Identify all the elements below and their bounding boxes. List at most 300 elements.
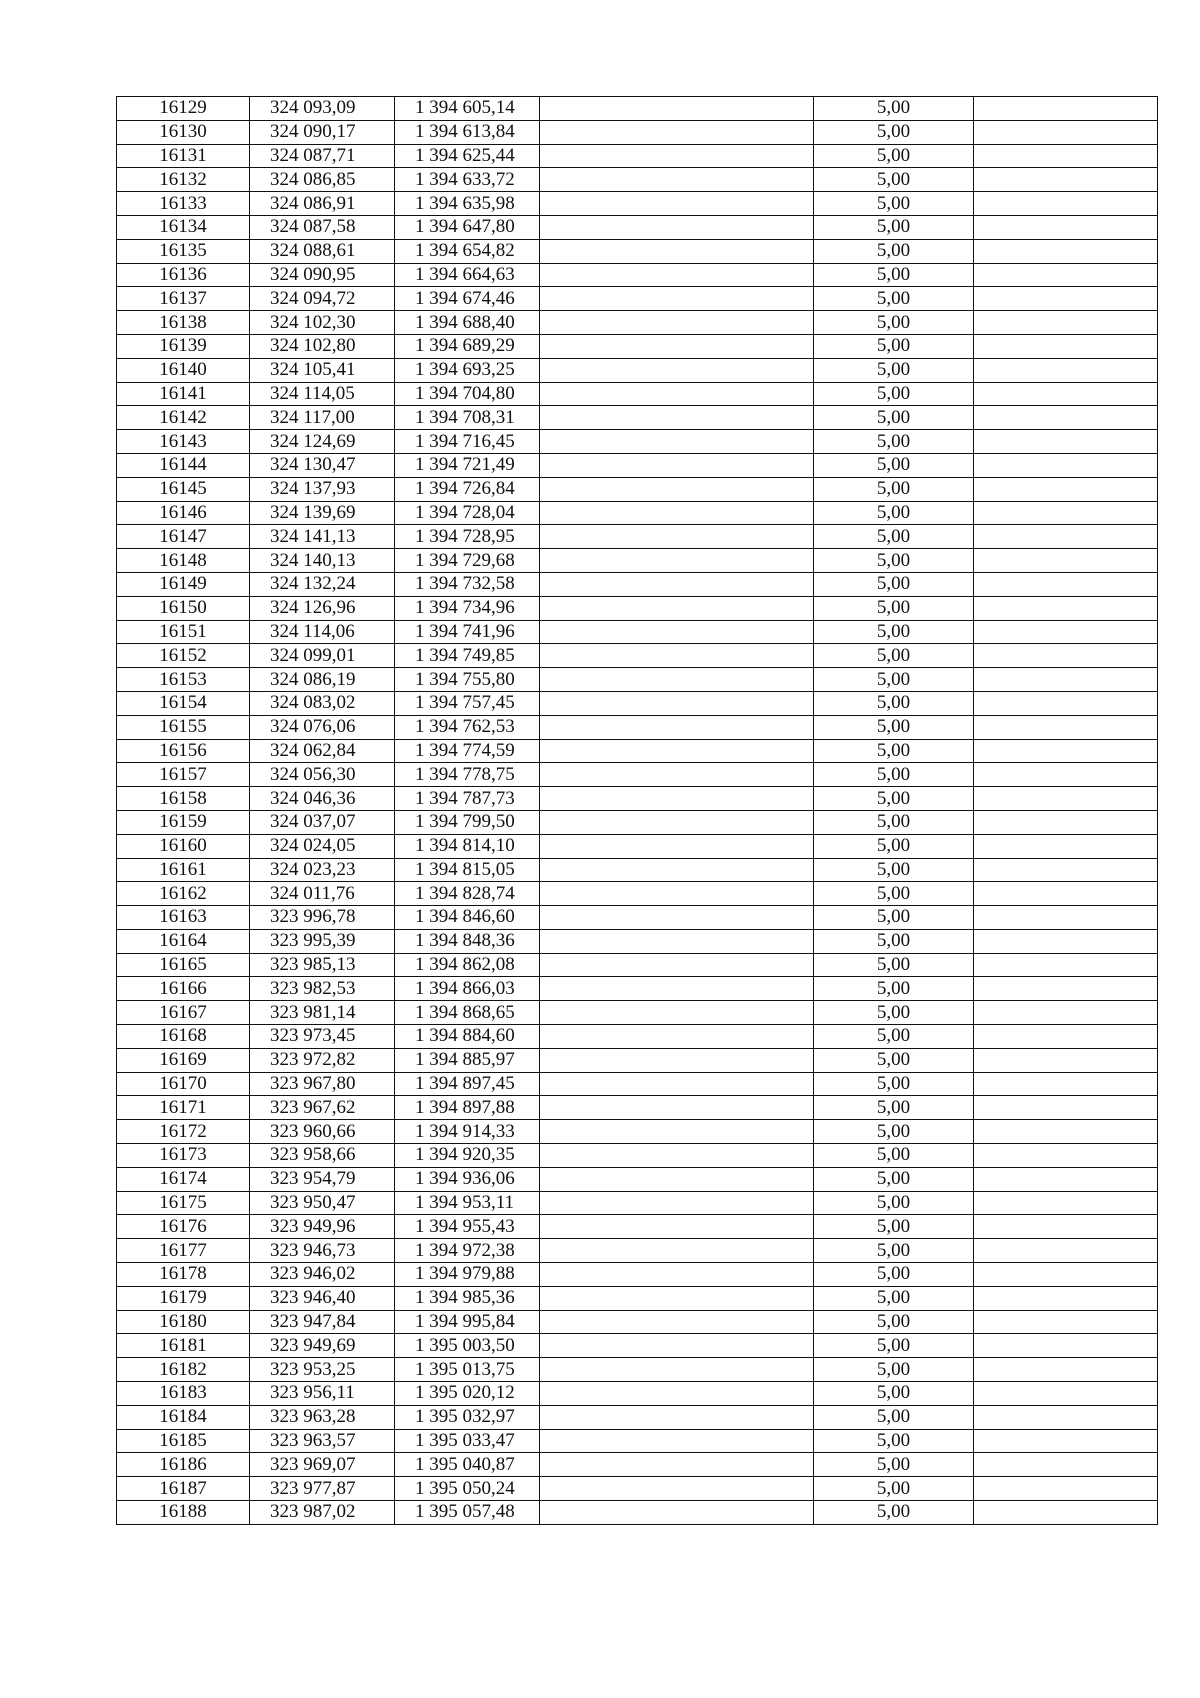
empty-cell bbox=[974, 1215, 1158, 1239]
point-number-cell: 16147 bbox=[117, 525, 250, 549]
empty-cell bbox=[540, 1453, 814, 1477]
table-row bbox=[117, 1405, 1158, 1429]
table-row bbox=[117, 1286, 1158, 1310]
x-coordinate-cell: 323 973,45 bbox=[250, 1025, 395, 1049]
point-number-cell: 16165 bbox=[117, 953, 250, 977]
value-cell: 5,00 bbox=[814, 739, 974, 763]
value-cell: 5,00 bbox=[814, 1382, 974, 1406]
point-number-cell: 16139 bbox=[117, 334, 250, 358]
y-coordinate-cell: 1 394 799,50 bbox=[395, 810, 540, 834]
table-row bbox=[117, 168, 1158, 192]
empty-cell bbox=[540, 1120, 814, 1144]
empty-cell bbox=[540, 572, 814, 596]
y-coordinate-cell: 1 394 716,45 bbox=[395, 430, 540, 454]
y-coordinate-cell: 1 394 920,35 bbox=[395, 1144, 540, 1168]
point-number-cell: 16132 bbox=[117, 168, 250, 192]
empty-cell bbox=[974, 1382, 1158, 1406]
x-coordinate-cell: 323 963,28 bbox=[250, 1405, 395, 1429]
empty-cell bbox=[540, 644, 814, 668]
table-row bbox=[117, 477, 1158, 501]
y-coordinate-cell: 1 394 647,80 bbox=[395, 215, 540, 239]
point-number-cell: 16172 bbox=[117, 1120, 250, 1144]
value-cell: 5,00 bbox=[814, 1477, 974, 1501]
empty-cell bbox=[540, 215, 814, 239]
y-coordinate-cell: 1 394 741,96 bbox=[395, 620, 540, 644]
x-coordinate-cell: 324 056,30 bbox=[250, 763, 395, 787]
table-row bbox=[117, 906, 1158, 930]
y-coordinate-cell: 1 394 728,95 bbox=[395, 525, 540, 549]
empty-cell bbox=[974, 977, 1158, 1001]
empty-cell bbox=[540, 1048, 814, 1072]
y-coordinate-cell: 1 394 732,58 bbox=[395, 572, 540, 596]
empty-cell bbox=[974, 596, 1158, 620]
empty-cell bbox=[974, 287, 1158, 311]
empty-cell bbox=[540, 763, 814, 787]
empty-cell bbox=[540, 1263, 814, 1287]
empty-cell bbox=[974, 525, 1158, 549]
empty-cell bbox=[540, 1239, 814, 1263]
value-cell: 5,00 bbox=[814, 1167, 974, 1191]
value-cell: 5,00 bbox=[814, 1405, 974, 1429]
table-row bbox=[117, 1382, 1158, 1406]
y-coordinate-cell: 1 394 688,40 bbox=[395, 311, 540, 335]
empty-cell bbox=[974, 1477, 1158, 1501]
table-row bbox=[117, 834, 1158, 858]
empty-cell bbox=[540, 406, 814, 430]
point-number-cell: 16184 bbox=[117, 1405, 250, 1429]
y-coordinate-cell: 1 394 693,25 bbox=[395, 358, 540, 382]
table-row bbox=[117, 453, 1158, 477]
table-row bbox=[117, 596, 1158, 620]
empty-cell bbox=[540, 739, 814, 763]
empty-cell bbox=[540, 620, 814, 644]
value-cell: 5,00 bbox=[814, 287, 974, 311]
point-number-cell: 16164 bbox=[117, 929, 250, 953]
y-coordinate-cell: 1 394 633,72 bbox=[395, 168, 540, 192]
empty-cell bbox=[974, 1239, 1158, 1263]
table-row bbox=[117, 215, 1158, 239]
y-coordinate-cell: 1 395 003,50 bbox=[395, 1334, 540, 1358]
empty-cell bbox=[974, 1453, 1158, 1477]
point-number-cell: 16135 bbox=[117, 239, 250, 263]
y-coordinate-cell: 1 395 032,97 bbox=[395, 1405, 540, 1429]
value-cell: 5,00 bbox=[814, 215, 974, 239]
x-coordinate-cell: 324 140,13 bbox=[250, 549, 395, 573]
value-cell: 5,00 bbox=[814, 1120, 974, 1144]
x-coordinate-cell: 323 969,07 bbox=[250, 1453, 395, 1477]
x-coordinate-cell: 324 093,09 bbox=[250, 97, 395, 121]
empty-cell bbox=[974, 739, 1158, 763]
table-row bbox=[117, 1001, 1158, 1025]
x-coordinate-cell: 324 046,36 bbox=[250, 787, 395, 811]
value-cell: 5,00 bbox=[814, 1239, 974, 1263]
value-cell: 5,00 bbox=[814, 1429, 974, 1453]
point-number-cell: 16182 bbox=[117, 1358, 250, 1382]
empty-cell bbox=[540, 1405, 814, 1429]
y-coordinate-cell: 1 394 664,63 bbox=[395, 263, 540, 287]
x-coordinate-cell: 323 956,11 bbox=[250, 1382, 395, 1406]
empty-cell bbox=[974, 477, 1158, 501]
point-number-cell: 16185 bbox=[117, 1429, 250, 1453]
value-cell: 5,00 bbox=[814, 1096, 974, 1120]
point-number-cell: 16180 bbox=[117, 1310, 250, 1334]
value-cell: 5,00 bbox=[814, 1048, 974, 1072]
empty-cell bbox=[974, 620, 1158, 644]
value-cell: 5,00 bbox=[814, 834, 974, 858]
x-coordinate-cell: 324 086,85 bbox=[250, 168, 395, 192]
x-coordinate-cell: 324 086,19 bbox=[250, 668, 395, 692]
empty-cell bbox=[974, 1120, 1158, 1144]
empty-cell bbox=[974, 1405, 1158, 1429]
value-cell: 5,00 bbox=[814, 120, 974, 144]
x-coordinate-cell: 324 087,71 bbox=[250, 144, 395, 168]
value-cell: 5,00 bbox=[814, 477, 974, 501]
table-row bbox=[117, 239, 1158, 263]
empty-cell bbox=[974, 430, 1158, 454]
x-coordinate-cell: 323 967,80 bbox=[250, 1072, 395, 1096]
y-coordinate-cell: 1 394 757,45 bbox=[395, 691, 540, 715]
value-cell: 5,00 bbox=[814, 1310, 974, 1334]
x-coordinate-cell: 324 086,91 bbox=[250, 192, 395, 216]
table-row bbox=[117, 787, 1158, 811]
table-row bbox=[117, 858, 1158, 882]
x-coordinate-cell: 324 088,61 bbox=[250, 239, 395, 263]
empty-cell bbox=[540, 168, 814, 192]
empty-cell bbox=[974, 1001, 1158, 1025]
empty-cell bbox=[540, 477, 814, 501]
empty-cell bbox=[540, 239, 814, 263]
value-cell: 5,00 bbox=[814, 906, 974, 930]
empty-cell bbox=[974, 953, 1158, 977]
empty-cell bbox=[540, 549, 814, 573]
x-coordinate-cell: 324 124,69 bbox=[250, 430, 395, 454]
y-coordinate-cell: 1 394 979,88 bbox=[395, 1263, 540, 1287]
value-cell: 5,00 bbox=[814, 715, 974, 739]
empty-cell bbox=[974, 858, 1158, 882]
point-number-cell: 16148 bbox=[117, 549, 250, 573]
point-number-cell: 16175 bbox=[117, 1191, 250, 1215]
x-coordinate-cell: 323 972,82 bbox=[250, 1048, 395, 1072]
x-coordinate-cell: 323 977,87 bbox=[250, 1477, 395, 1501]
y-coordinate-cell: 1 394 749,85 bbox=[395, 644, 540, 668]
empty-cell bbox=[974, 1286, 1158, 1310]
value-cell: 5,00 bbox=[814, 1215, 974, 1239]
x-coordinate-cell: 324 141,13 bbox=[250, 525, 395, 549]
y-coordinate-cell: 1 395 040,87 bbox=[395, 1453, 540, 1477]
x-coordinate-cell: 324 137,93 bbox=[250, 477, 395, 501]
value-cell: 5,00 bbox=[814, 311, 974, 335]
value-cell: 5,00 bbox=[814, 668, 974, 692]
value-cell: 5,00 bbox=[814, 382, 974, 406]
empty-cell bbox=[974, 763, 1158, 787]
table-row bbox=[117, 430, 1158, 454]
point-number-cell: 16141 bbox=[117, 382, 250, 406]
empty-cell bbox=[974, 668, 1158, 692]
x-coordinate-cell: 324 094,72 bbox=[250, 287, 395, 311]
x-coordinate-cell: 323 985,13 bbox=[250, 953, 395, 977]
empty-cell bbox=[974, 691, 1158, 715]
y-coordinate-cell: 1 394 787,73 bbox=[395, 787, 540, 811]
empty-cell bbox=[540, 358, 814, 382]
empty-cell bbox=[540, 1286, 814, 1310]
x-coordinate-cell: 323 963,57 bbox=[250, 1429, 395, 1453]
value-cell: 5,00 bbox=[814, 430, 974, 454]
table-row bbox=[117, 311, 1158, 335]
table-row bbox=[117, 1453, 1158, 1477]
value-cell: 5,00 bbox=[814, 501, 974, 525]
empty-cell bbox=[540, 691, 814, 715]
point-number-cell: 16166 bbox=[117, 977, 250, 1001]
value-cell: 5,00 bbox=[814, 1453, 974, 1477]
point-number-cell: 16142 bbox=[117, 406, 250, 430]
value-cell: 5,00 bbox=[814, 1144, 974, 1168]
table-row bbox=[117, 263, 1158, 287]
empty-cell bbox=[974, 263, 1158, 287]
empty-cell bbox=[974, 882, 1158, 906]
value-cell: 5,00 bbox=[814, 858, 974, 882]
table-row bbox=[117, 97, 1158, 121]
empty-cell bbox=[974, 1025, 1158, 1049]
y-coordinate-cell: 1 394 815,05 bbox=[395, 858, 540, 882]
table-row bbox=[117, 334, 1158, 358]
x-coordinate-cell: 324 090,17 bbox=[250, 120, 395, 144]
point-number-cell: 16152 bbox=[117, 644, 250, 668]
x-coordinate-cell: 323 953,25 bbox=[250, 1358, 395, 1382]
empty-cell bbox=[540, 334, 814, 358]
value-cell: 5,00 bbox=[814, 810, 974, 834]
empty-cell bbox=[974, 358, 1158, 382]
x-coordinate-cell: 324 090,95 bbox=[250, 263, 395, 287]
table-row bbox=[117, 1334, 1158, 1358]
x-coordinate-cell: 324 114,06 bbox=[250, 620, 395, 644]
value-cell: 5,00 bbox=[814, 239, 974, 263]
empty-cell bbox=[540, 929, 814, 953]
empty-cell bbox=[540, 1382, 814, 1406]
empty-cell bbox=[540, 1477, 814, 1501]
value-cell: 5,00 bbox=[814, 1501, 974, 1525]
empty-cell bbox=[974, 906, 1158, 930]
x-coordinate-cell: 323 981,14 bbox=[250, 1001, 395, 1025]
point-number-cell: 16133 bbox=[117, 192, 250, 216]
point-number-cell: 16157 bbox=[117, 763, 250, 787]
empty-cell bbox=[540, 596, 814, 620]
point-number-cell: 16158 bbox=[117, 787, 250, 811]
empty-cell bbox=[974, 1358, 1158, 1382]
empty-cell bbox=[540, 263, 814, 287]
empty-cell bbox=[540, 1096, 814, 1120]
empty-cell bbox=[540, 430, 814, 454]
x-coordinate-cell: 324 024,05 bbox=[250, 834, 395, 858]
table-row bbox=[117, 763, 1158, 787]
value-cell: 5,00 bbox=[814, 1025, 974, 1049]
x-coordinate-cell: 323 987,02 bbox=[250, 1501, 395, 1525]
table-row bbox=[117, 382, 1158, 406]
table-row bbox=[117, 715, 1158, 739]
point-number-cell: 16177 bbox=[117, 1239, 250, 1263]
table-row bbox=[117, 572, 1158, 596]
x-coordinate-cell: 323 958,66 bbox=[250, 1144, 395, 1168]
table-row bbox=[117, 929, 1158, 953]
y-coordinate-cell: 1 394 734,96 bbox=[395, 596, 540, 620]
empty-cell bbox=[540, 715, 814, 739]
x-coordinate-cell: 324 126,96 bbox=[250, 596, 395, 620]
empty-cell bbox=[974, 810, 1158, 834]
empty-cell bbox=[540, 953, 814, 977]
empty-cell bbox=[540, 787, 814, 811]
point-number-cell: 16138 bbox=[117, 311, 250, 335]
value-cell: 5,00 bbox=[814, 1334, 974, 1358]
y-coordinate-cell: 1 394 953,11 bbox=[395, 1191, 540, 1215]
value-cell: 5,00 bbox=[814, 953, 974, 977]
table-row bbox=[117, 1477, 1158, 1501]
y-coordinate-cell: 1 394 729,68 bbox=[395, 549, 540, 573]
value-cell: 5,00 bbox=[814, 406, 974, 430]
point-number-cell: 16159 bbox=[117, 810, 250, 834]
empty-cell bbox=[974, 215, 1158, 239]
table-row bbox=[117, 1263, 1158, 1287]
empty-cell bbox=[540, 501, 814, 525]
table-row bbox=[117, 549, 1158, 573]
empty-cell bbox=[974, 501, 1158, 525]
point-number-cell: 16160 bbox=[117, 834, 250, 858]
x-coordinate-cell: 324 083,02 bbox=[250, 691, 395, 715]
table-row bbox=[117, 1358, 1158, 1382]
point-number-cell: 16178 bbox=[117, 1263, 250, 1287]
y-coordinate-cell: 1 394 778,75 bbox=[395, 763, 540, 787]
point-number-cell: 16162 bbox=[117, 882, 250, 906]
empty-cell bbox=[540, 192, 814, 216]
point-number-cell: 16169 bbox=[117, 1048, 250, 1072]
empty-cell bbox=[974, 1429, 1158, 1453]
table-row bbox=[117, 525, 1158, 549]
table-row bbox=[117, 882, 1158, 906]
x-coordinate-cell: 324 117,00 bbox=[250, 406, 395, 430]
y-coordinate-cell: 1 394 726,84 bbox=[395, 477, 540, 501]
y-coordinate-cell: 1 394 846,60 bbox=[395, 906, 540, 930]
empty-cell bbox=[974, 120, 1158, 144]
table-row bbox=[117, 810, 1158, 834]
point-number-cell: 16156 bbox=[117, 739, 250, 763]
coordinates-table bbox=[116, 96, 1158, 1525]
empty-cell bbox=[974, 192, 1158, 216]
x-coordinate-cell: 324 011,76 bbox=[250, 882, 395, 906]
table-row bbox=[117, 120, 1158, 144]
point-number-cell: 16134 bbox=[117, 215, 250, 239]
y-coordinate-cell: 1 394 848,36 bbox=[395, 929, 540, 953]
value-cell: 5,00 bbox=[814, 334, 974, 358]
table-row bbox=[117, 739, 1158, 763]
x-coordinate-cell: 323 946,40 bbox=[250, 1286, 395, 1310]
x-coordinate-cell: 324 132,24 bbox=[250, 572, 395, 596]
y-coordinate-cell: 1 394 654,82 bbox=[395, 239, 540, 263]
x-coordinate-cell: 324 087,58 bbox=[250, 215, 395, 239]
point-number-cell: 16145 bbox=[117, 477, 250, 501]
x-coordinate-cell: 324 037,07 bbox=[250, 810, 395, 834]
empty-cell bbox=[974, 929, 1158, 953]
point-number-cell: 16143 bbox=[117, 430, 250, 454]
empty-cell bbox=[540, 1310, 814, 1334]
x-coordinate-cell: 323 967,62 bbox=[250, 1096, 395, 1120]
value-cell: 5,00 bbox=[814, 358, 974, 382]
empty-cell bbox=[540, 1001, 814, 1025]
point-number-cell: 16150 bbox=[117, 596, 250, 620]
x-coordinate-cell: 323 960,66 bbox=[250, 1120, 395, 1144]
table-row bbox=[117, 668, 1158, 692]
empty-cell bbox=[974, 239, 1158, 263]
y-coordinate-cell: 1 394 605,14 bbox=[395, 97, 540, 121]
y-coordinate-cell: 1 395 057,48 bbox=[395, 1501, 540, 1525]
y-coordinate-cell: 1 394 721,49 bbox=[395, 453, 540, 477]
table-row bbox=[117, 1501, 1158, 1525]
empty-cell bbox=[974, 1310, 1158, 1334]
y-coordinate-cell: 1 394 728,04 bbox=[395, 501, 540, 525]
table-row bbox=[117, 644, 1158, 668]
y-coordinate-cell: 1 394 635,98 bbox=[395, 192, 540, 216]
x-coordinate-cell: 323 982,53 bbox=[250, 977, 395, 1001]
point-number-cell: 16161 bbox=[117, 858, 250, 882]
value-cell: 5,00 bbox=[814, 787, 974, 811]
table-row bbox=[117, 1310, 1158, 1334]
empty-cell bbox=[540, 1501, 814, 1525]
x-coordinate-cell: 324 023,23 bbox=[250, 858, 395, 882]
y-coordinate-cell: 1 394 972,38 bbox=[395, 1239, 540, 1263]
y-coordinate-cell: 1 394 708,31 bbox=[395, 406, 540, 430]
value-cell: 5,00 bbox=[814, 192, 974, 216]
value-cell: 5,00 bbox=[814, 596, 974, 620]
point-number-cell: 16187 bbox=[117, 1477, 250, 1501]
value-cell: 5,00 bbox=[814, 1072, 974, 1096]
empty-cell bbox=[974, 1048, 1158, 1072]
x-coordinate-cell: 323 946,73 bbox=[250, 1239, 395, 1263]
empty-cell bbox=[540, 1215, 814, 1239]
y-coordinate-cell: 1 394 995,84 bbox=[395, 1310, 540, 1334]
point-number-cell: 16129 bbox=[117, 97, 250, 121]
empty-cell bbox=[974, 572, 1158, 596]
x-coordinate-cell: 323 949,96 bbox=[250, 1215, 395, 1239]
x-coordinate-cell: 323 947,84 bbox=[250, 1310, 395, 1334]
table-row bbox=[117, 1429, 1158, 1453]
y-coordinate-cell: 1 395 033,47 bbox=[395, 1429, 540, 1453]
empty-cell bbox=[974, 406, 1158, 430]
point-number-cell: 16136 bbox=[117, 263, 250, 287]
empty-cell bbox=[974, 549, 1158, 573]
table-row bbox=[117, 144, 1158, 168]
x-coordinate-cell: 324 099,01 bbox=[250, 644, 395, 668]
table-row bbox=[117, 953, 1158, 977]
empty-cell bbox=[540, 906, 814, 930]
empty-cell bbox=[540, 1025, 814, 1049]
table-row bbox=[117, 1120, 1158, 1144]
table-row bbox=[117, 977, 1158, 1001]
empty-cell bbox=[974, 644, 1158, 668]
table-row bbox=[117, 1096, 1158, 1120]
value-cell: 5,00 bbox=[814, 549, 974, 573]
value-cell: 5,00 bbox=[814, 1263, 974, 1287]
value-cell: 5,00 bbox=[814, 763, 974, 787]
table-row bbox=[117, 1239, 1158, 1263]
value-cell: 5,00 bbox=[814, 525, 974, 549]
y-coordinate-cell: 1 394 762,53 bbox=[395, 715, 540, 739]
empty-cell bbox=[540, 810, 814, 834]
x-coordinate-cell: 324 114,05 bbox=[250, 382, 395, 406]
value-cell: 5,00 bbox=[814, 929, 974, 953]
y-coordinate-cell: 1 394 674,46 bbox=[395, 287, 540, 311]
y-coordinate-cell: 1 394 897,88 bbox=[395, 1096, 540, 1120]
value-cell: 5,00 bbox=[814, 1191, 974, 1215]
empty-cell bbox=[974, 1144, 1158, 1168]
empty-cell bbox=[540, 1072, 814, 1096]
y-coordinate-cell: 1 395 020,12 bbox=[395, 1382, 540, 1406]
